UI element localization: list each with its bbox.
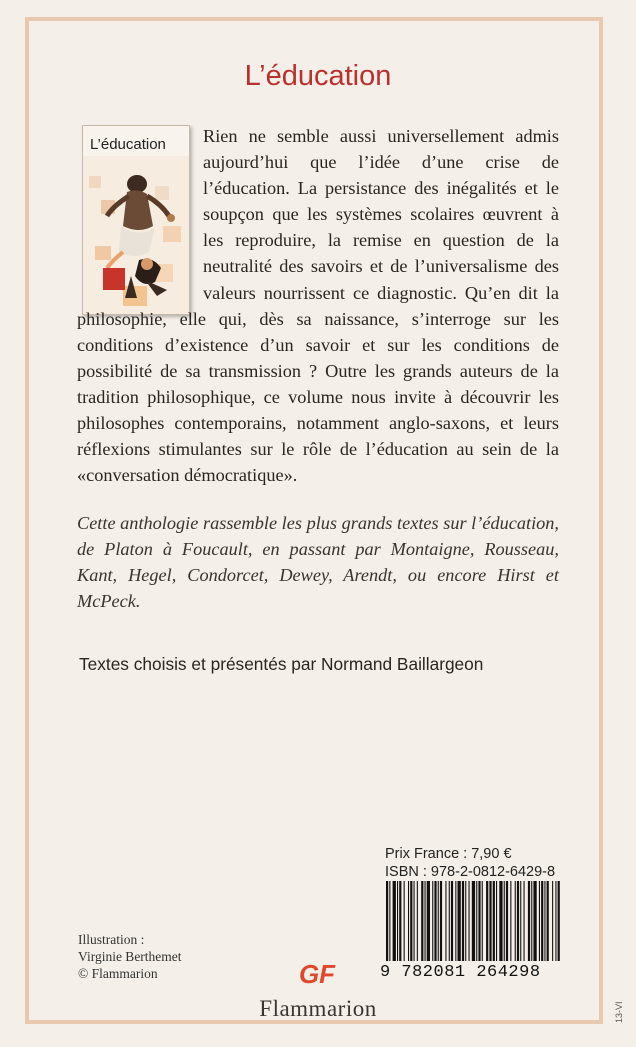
barcode-bar [458,881,461,961]
book-title: L’éducation [244,60,392,92]
barcode-bar [410,881,412,961]
barcode-bar [533,881,536,961]
barcode-bar [539,881,540,961]
barcode-bar [393,881,396,961]
barcode-bar [472,881,475,961]
barcode-digits: 9 782081 264298 [380,963,541,982]
price: Prix France : 7,90 € [385,846,512,862]
gf-logo-text: GF [298,961,336,987]
anthology-note: Cette anthologie rassemble les plus grands textes sur l’éducation, de Platon à Foucault, en passant par Montaigne, Rousseau, Kant, Hegel, Condorcet, Dewey, Arendt, ou encore Hirst et McPeck. [77,513,559,612]
barcode-bar [544,881,545,961]
isbn: ISBN : 978-2-0812-6429-8 [385,864,556,880]
barcode-bar [486,881,488,961]
barcode-bar [432,881,433,961]
illustration-label: Illustration : [78,932,145,947]
barcode-bar [510,881,511,961]
barcode-bar [397,881,398,961]
barcode-bar [478,881,480,961]
barcode-bar [462,881,464,961]
barcode-bar [476,881,477,961]
summary-paragraph [77,123,559,488]
barcode-bar [504,881,505,961]
barcode-bar [404,881,405,961]
barcode-bar [552,881,553,961]
gf-logo-icon [289,961,345,987]
barcode-bar [558,881,560,961]
summary-text: Rien ne semble aussi universellement admis aujourd’hui que l’idée d’une crise de l’éducation. La persistance des inégalités et le soupçon que les systèmes scolaires œuvrent à les reproduire, la remise en question de la neutralité des savoirs et de l’universalisme des valeurs nourrissent ce diagnostic. Qu’en dit la philosophie, elle qui, dès sa naissance, s’interroge sur les conditions d’existence d’un savoir et sur les conditions de possibilité de sa transmission ? Outre les grands auteurs de la tradition philosophique, ce volume nous invite à découvrir les philosophes contemporains, notamment anglo-saxons, et leurs réflexions stimulantes sur le rôle de l’éducation au sein de la «conversation démocratique». [77,126,559,486]
barcode-bar [386,881,388,961]
barcode-bar [414,881,415,961]
barcode-bar [528,881,530,961]
barcode-bar [506,881,508,961]
barcode-bar [440,881,442,961]
barcode-bar [531,881,532,961]
barcode-bar [547,881,549,961]
barcode-bar [482,881,483,961]
barcode-bar [449,881,450,961]
barcode-bar [515,881,516,961]
illustration-copyright: © Flammarion [78,966,158,981]
barcode [384,881,560,961]
barcode-bar [496,881,497,961]
barcode-bar [499,881,502,961]
thumbnail-spacer [77,123,203,305]
barcode-bar [524,881,525,961]
illustration-credit [78,931,182,982]
publisher-name: Flammarion [259,996,377,1021]
illustration-artist: Virginie Berthemet [78,949,182,964]
barcode-bar [451,881,453,961]
barcode-bar [399,881,401,961]
barcode-bar [438,881,439,961]
barcode-bar [421,881,423,961]
barcode-bar [489,881,491,961]
barcode-bar [445,881,446,961]
barcode-bar [425,881,426,961]
barcode-bar [455,881,456,961]
barcode-bar [427,881,430,961]
barcode-bar [493,881,495,961]
barcode-bar [434,881,436,961]
thumbnail-title: L’éducation [90,136,166,153]
barcode-bar [541,881,543,961]
barcode-bar [469,881,470,961]
barcode-bar [465,881,466,961]
barcode-bar [517,881,519,961]
barcode-bar [417,881,418,961]
barcode-bar [520,881,521,961]
barcode-bar [408,881,409,961]
barcode-bar [389,881,390,961]
spine-code: 13-VI [614,1001,624,1023]
editor-credit: Textes choisis et présentés par Normand Baillargeon [79,654,484,674]
barcode-bar [555,881,556,961]
